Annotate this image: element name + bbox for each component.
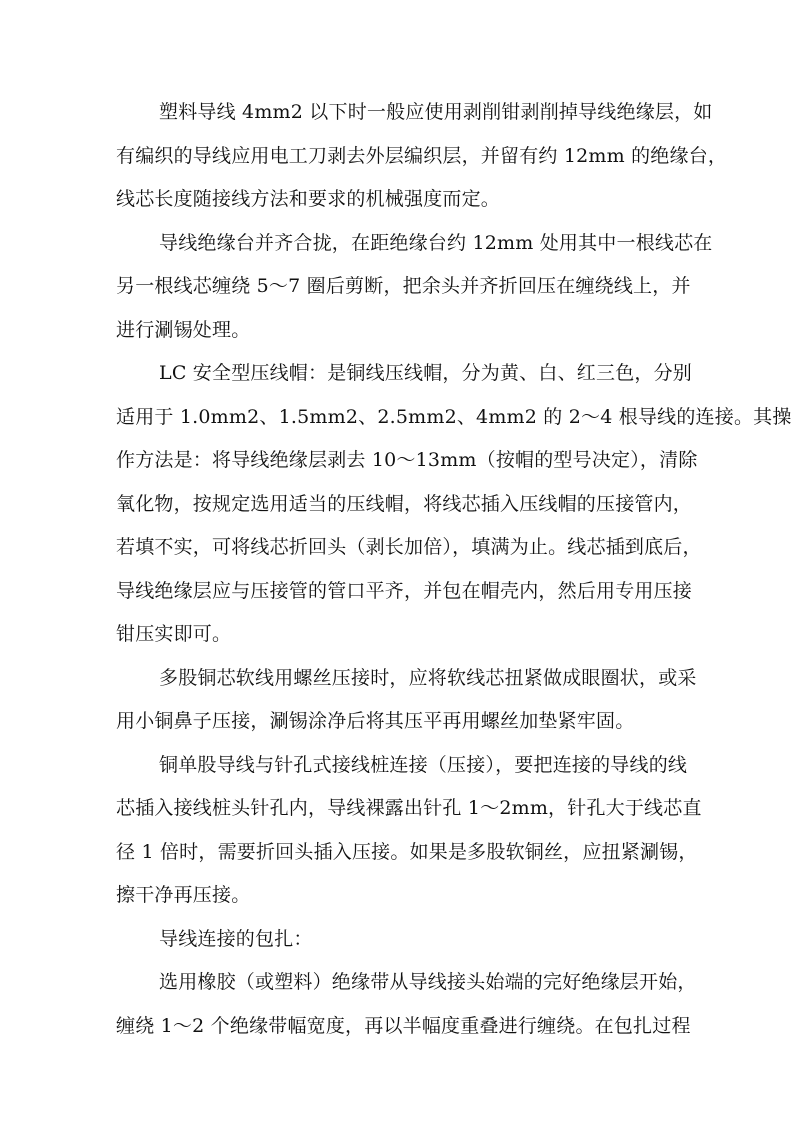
- paragraph-line: 作方法是：将导线绝缘层剥去 10～13mm（按帽的型号决定），清除: [116, 449, 698, 471]
- paragraph-line: 进行涮锡处理。: [116, 319, 251, 341]
- paragraph-line: 多股铜芯软线用螺丝压接时，应将软线芯扭紧做成眼圈状，或采: [159, 667, 697, 689]
- paragraph-line: 若填不实，可将线芯折回头（剥长加倍），填满为止。线芯插到底后，: [116, 536, 702, 558]
- paragraph-line: 缠绕 1～2 个绝缘带幅宽度，再以半幅度重叠进行缠绕。在包扎过程: [116, 1015, 691, 1037]
- paragraph-line: 有编织的导线应用电工刀剥去外层编织层，并留有约 12mm 的绝缘台，: [116, 145, 728, 167]
- paragraph-line: LC 安全型压线帽：是铜线压线帽，分为黄、白、红三色，分别: [159, 362, 692, 384]
- paragraph-line: 适用于 1.0mm2、1.5mm2、2.5mm2、4mm2 的 2～4 根导线的连接。其操: [116, 406, 792, 428]
- paragraph-line: 径 1 倍时，需要折回头插入压接。如果是多股软铜丝，应扭紧涮锡，: [116, 841, 698, 863]
- paragraph-line: 另一根线芯缠绕 5～7 圈后剪断，把余头并齐折回压在缠绕线上，并: [116, 275, 691, 297]
- paragraph-line: 芯插入接线桩头针孔内，导线裸露出针孔 1～2mm，针孔大于线芯直: [116, 797, 702, 819]
- paragraph-line: 塑料导线 4mm2 以下时一般应使用剥削钳剥削掉导线绝缘层，如: [159, 101, 713, 123]
- paragraph-line: 导线绝缘层应与压接管的管口平齐，并包在帽壳内，然后用专用压接: [116, 580, 693, 602]
- paragraph-line: 钳压实即可。: [116, 623, 232, 645]
- paragraph-line: 导线绝缘台并齐合拢，在距绝缘台约 12mm 处用其中一根线芯在: [159, 232, 713, 254]
- section-heading: 导线连接的包扎：: [159, 928, 313, 950]
- paragraph-line: 线芯长度随接线方法和要求的机械强度而定。: [116, 188, 501, 210]
- paragraph-line: 擦干净再压接。: [116, 884, 251, 906]
- paragraph-line: 用小铜鼻子压接，涮锡涂净后将其压平再用螺丝加垫紧牢固。: [116, 710, 635, 732]
- paragraph-line: 选用橡胶（或塑料）绝缘带从导线接头始端的完好绝缘层开始，: [159, 971, 697, 993]
- paragraph-line: 氧化物，按规定选用适当的压线帽，将线芯插入压线帽的压接管内，: [116, 493, 693, 515]
- paragraph-line: 铜单股导线与针孔式接线桩连接（压接），要把连接的导线的线: [159, 754, 688, 776]
